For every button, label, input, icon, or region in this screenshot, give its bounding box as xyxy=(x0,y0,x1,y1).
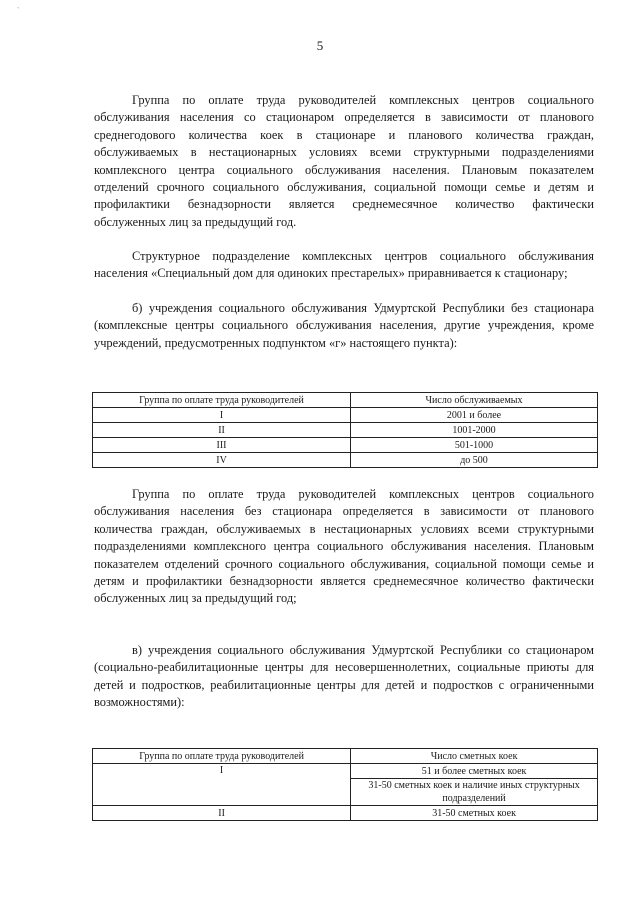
count-cell: 1001-2000 xyxy=(351,423,598,438)
table-row xyxy=(93,423,598,438)
page-number: 5 xyxy=(316,38,324,53)
paragraph-item-v: в) учреждения социального обслуживания Удмуртской Республики со стационаром (социально-реабилитационные центры для несовершеннолетних, социальные приюты для детей и подростков, реабилитационные центры для детей и подростков с ограниченными возможностями): xyxy=(94,643,594,710)
count-cell: 2001 и более xyxy=(351,408,598,423)
paragraph-item-b: б) учреждения социального обслуживания Удмуртской Республики без стационара (комплексные центры социального обслуживания населения, другие учреждения, кроме учреждений, предусмотренных подпунктом «г» настоящего пункта): xyxy=(94,301,594,350)
table-header-row xyxy=(93,749,598,764)
header-group: Группа по оплате труда руководителей xyxy=(93,749,351,764)
beds-cell: 51 и более сметных коек xyxy=(351,764,598,779)
table-row xyxy=(93,408,598,423)
count-cell: 501-1000 xyxy=(351,438,598,453)
paragraph-group-with-stationary: Группа по оплате труда руководителей комплексных центров социального обслуживания населения со стационаром определяется в зависимости от планового среднегодового количества коек в стационаре и планового количества граждан, обслуживаемых в нестационарных условиях всеми структурными подразделениями комплексного центра социального обслуживания населения. Плановым показателем отделений срочного социального обслуживания, социальной помощи семье и детям и профилактики безнадзорности является среднемесячное количество фактически обслуженных лиц за предыдущий год. xyxy=(94,93,594,229)
group-cell: II xyxy=(93,423,351,438)
paragraph-group-without-stationary: Группа по оплате труда руководителей комплексных центров социального обслуживания населения без стационара определяется в зависимости от планового количества граждан, обслуживаемых в нестационарных условиях всеми структурными подразделениями комплексного центра социального обслуживания населения. Плановым показателем отделений срочного социального обслуживания, социальной помощи семье и детям и профилактики безнадзорности является среднемесячное количество фактически обслуженных лиц за предыдущий год; xyxy=(94,487,594,606)
beds-cell: 31-50 сметных коек и наличие иных структурных подразделений xyxy=(351,779,598,806)
table-row xyxy=(93,764,598,779)
group-cell: II xyxy=(93,806,351,821)
table-row xyxy=(93,438,598,453)
beds-cell: 31-50 сметных коек xyxy=(351,806,598,821)
group-cell: III xyxy=(93,438,351,453)
corner-mark: ` xyxy=(17,6,20,15)
group-cell: I xyxy=(93,764,351,806)
table-row xyxy=(93,806,598,821)
table-with-stationary xyxy=(92,748,598,821)
group-cell: IV xyxy=(93,453,351,468)
group-cell: I xyxy=(93,408,351,423)
header-beds: Число сметных коек xyxy=(351,749,598,764)
header-count: Число обслуживаемых xyxy=(351,393,598,408)
table-row xyxy=(93,453,598,468)
header-group: Группа по оплате труда руководителей xyxy=(93,393,351,408)
count-cell: до 500 xyxy=(351,453,598,468)
paragraph-special-house: Структурное подразделение комплексных центров социального обслуживания населения «Специальный дом для одиноких престарелых» приравнивается к стационару; xyxy=(94,249,594,281)
table-header-row xyxy=(93,393,598,408)
table-without-stationary xyxy=(92,392,598,468)
